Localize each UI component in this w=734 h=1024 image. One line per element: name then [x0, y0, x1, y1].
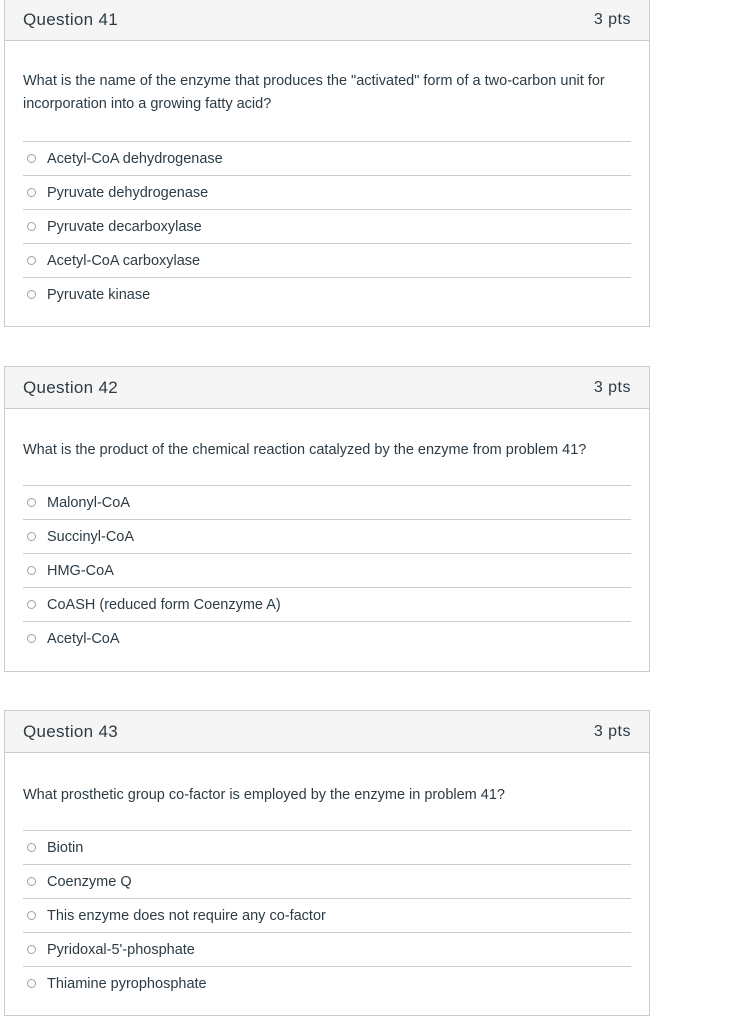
answer-label: Acetyl-CoA: [47, 630, 120, 647]
answer-option[interactable]: [23, 244, 631, 278]
question-points: 3 pts: [593, 378, 631, 396]
question-41: [4, 0, 650, 327]
question-42: [4, 366, 650, 672]
radio-button-icon[interactable]: [27, 634, 36, 643]
answer-option[interactable]: [23, 210, 631, 244]
question-text: What is the product of the chemical reaction catalyzed by the enzyme from problem 41?: [23, 442, 587, 458]
answer-option[interactable]: [23, 622, 631, 655]
question-title: Question 41: [23, 9, 118, 29]
answer-option[interactable]: [23, 278, 631, 311]
answer-option[interactable]: [23, 588, 631, 622]
answer-option[interactable]: [23, 486, 631, 520]
radio-button-icon[interactable]: [27, 154, 36, 163]
question-43: [4, 710, 650, 1016]
answer-option[interactable]: [23, 899, 631, 933]
answer-option[interactable]: [23, 176, 631, 210]
question-title: Question 42: [23, 377, 118, 397]
radio-button-icon[interactable]: [27, 532, 36, 541]
question-points: 3 pts: [593, 10, 631, 28]
question-title: Question 43: [23, 721, 118, 741]
answer-label: Biotin: [47, 839, 84, 856]
radio-button-icon[interactable]: [27, 498, 36, 507]
radio-button-icon[interactable]: [27, 843, 36, 852]
answer-list: [23, 141, 631, 311]
answer-option[interactable]: [23, 520, 631, 554]
answer-label: CoASH (reduced form Coenzyme A): [47, 596, 281, 613]
answer-option[interactable]: [23, 933, 631, 967]
radio-button-icon[interactable]: [27, 188, 36, 197]
answer-label: Thiamine pyrophosphate: [47, 975, 207, 992]
question-points: 3 pts: [593, 722, 631, 740]
answer-label: Coenzyme Q: [47, 873, 132, 890]
answer-option[interactable]: [23, 554, 631, 588]
answer-label: Succinyl-CoA: [47, 528, 135, 545]
question-header: [5, 367, 649, 409]
answer-label: This enzyme does not require any co-factor: [47, 907, 326, 924]
answer-label: HMG-CoA: [47, 562, 114, 579]
question-text: What prosthetic group co-factor is employed by the enzyme in problem 41?: [23, 787, 505, 803]
question-header: [5, 711, 649, 753]
radio-button-icon[interactable]: [27, 945, 36, 954]
radio-button-icon[interactable]: [27, 979, 36, 988]
answer-option[interactable]: [23, 865, 631, 899]
answer-list: [23, 830, 631, 1000]
answer-label: Pyruvate decarboxylase: [47, 218, 202, 235]
answer-option[interactable]: [23, 831, 631, 865]
answer-label: Acetyl-CoA carboxylase: [47, 252, 201, 269]
radio-button-icon[interactable]: [27, 256, 36, 265]
radio-button-icon[interactable]: [27, 566, 36, 575]
radio-button-icon[interactable]: [27, 877, 36, 886]
radio-button-icon[interactable]: [27, 290, 36, 299]
question-body: [5, 41, 649, 311]
question-body: [5, 753, 649, 1000]
radio-button-icon[interactable]: [27, 911, 36, 920]
answer-label: Pyruvate kinase: [47, 286, 151, 303]
question-header: [5, 0, 649, 41]
question-text: What is the name of the enzyme that produces the "activated" form of a two-carbon unit for incorporation into a growing fatty acid?: [23, 73, 605, 112]
radio-button-icon[interactable]: [27, 600, 36, 609]
answer-label: Pyruvate dehydrogenase: [47, 184, 209, 201]
radio-button-icon[interactable]: [27, 222, 36, 231]
answer-label: Acetyl-CoA dehydrogenase: [47, 150, 223, 167]
answer-option[interactable]: [23, 967, 631, 1000]
answer-option[interactable]: [23, 142, 631, 176]
answer-label: Malonyl-CoA: [47, 494, 130, 511]
answer-label: Pyridoxal-5'-phosphate: [47, 941, 195, 958]
answer-list: [23, 485, 631, 655]
question-body: [5, 409, 649, 655]
